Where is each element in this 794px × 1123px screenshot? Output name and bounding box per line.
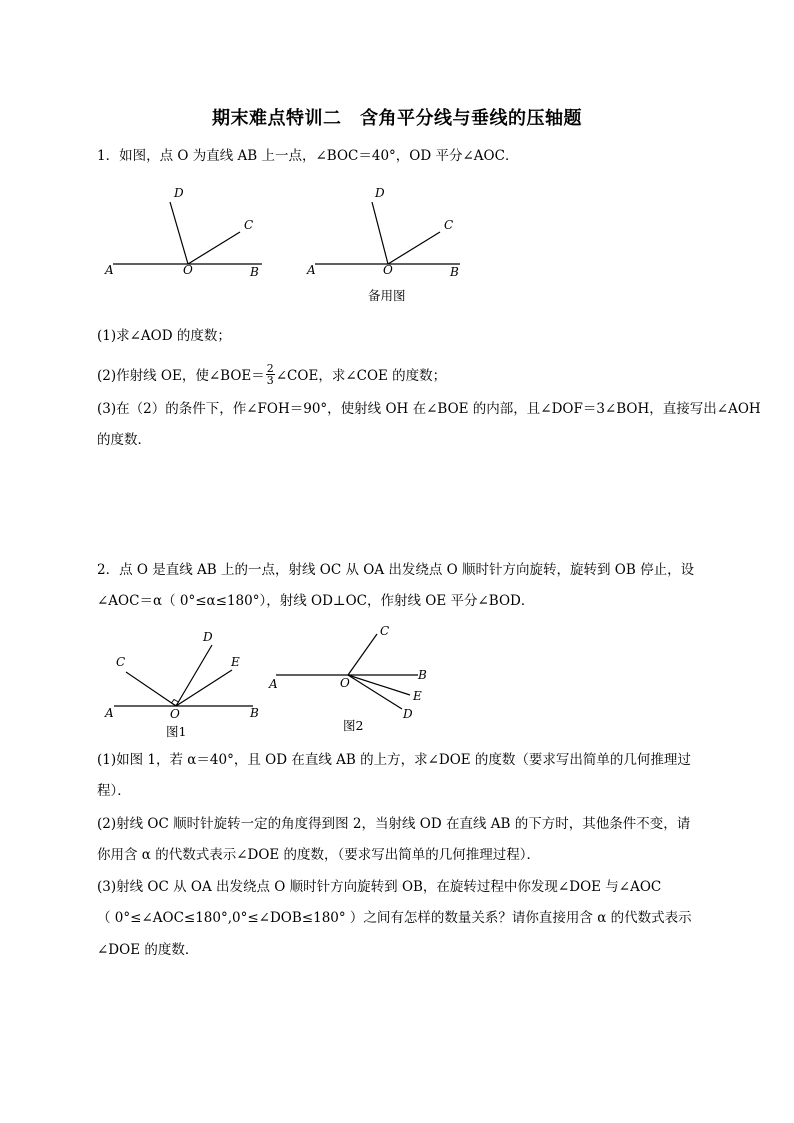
q2f1-ray-oc (126, 672, 176, 706)
q2f1-label-a: A (105, 706, 114, 720)
q2f1-ray-oe (176, 670, 232, 706)
q1-part2-pre: (2)作射线 OE，使∠BOE＝ (97, 367, 265, 384)
q2-stem-line1: 2．点 O 是直线 AB 上的一点，射线 OC 从 OA 出发绕点 O 顺时针方向旋转，旋转到 OB 停止，设 (97, 562, 695, 578)
q2-part2-line2: 你用含 α 的代数式表示∠DOE 的度数，（要求写出简单的几何推理过程）． (97, 847, 541, 863)
q1b-label-b: B (450, 265, 459, 279)
q2f2-label-a: A (269, 677, 278, 691)
q2f2-label-b: B (418, 668, 427, 682)
q2f1-ray-od (176, 645, 212, 706)
q2f2-ray-oc (348, 634, 377, 675)
q2f1-label-e: E (231, 655, 240, 669)
q1-ray-od (170, 202, 188, 264)
q1-label-b: B (250, 265, 259, 279)
q1-ray-oc (188, 232, 240, 264)
q2-part1-line2: 程）． (97, 783, 131, 799)
q1b-label-d: D (375, 186, 385, 200)
q1-fraction-denominator: 3 (266, 374, 274, 387)
q1-part2 (97, 364, 446, 387)
q2-caption-fig2: 图2 (343, 718, 364, 733)
q2f2-ray-oe (348, 675, 410, 695)
q1-part3-line2: 的度数． (97, 432, 151, 448)
q2f2-label-d: D (403, 707, 413, 721)
q2-part1-line1: (1)如图 1，若 α＝40°，且 OD 在直线 AB 的上方，求∠DOE 的度数（要求写出简单的几何推理过 (97, 752, 691, 768)
q1-label-c: C (244, 218, 254, 232)
q2-part3-line1: (3)射线 OC 从 OA 出发绕点 O 顺时针方向旋转到 OB，在旋转过程中你发现∠DOE 与∠AOC (97, 879, 662, 895)
q1-caption-backup: 备用图 (368, 288, 406, 303)
q1-label-o: O (183, 263, 193, 277)
q2f2-label-o: O (340, 676, 350, 690)
q1-label-a: A (105, 263, 114, 277)
q1b-label-o: O (383, 263, 393, 277)
q1-part2-fraction (266, 363, 275, 386)
q1-part3-line1: (3)在（2）的条件下，作∠FOH＝90°，使射线 OH 在∠BOE 的内部，且∠DOF＝3∠BOH，直接写出∠AOH (97, 401, 761, 417)
q2-part3-line3: ∠DOE 的度数． (97, 942, 199, 958)
q2-part3-line2: （ 0°≤∠AOC≤180°,0°≤∠DOB≤180° ）之间有怎样的数量关系？请你直接用含 α 的代数式表示 (97, 910, 692, 926)
q1-label-d: D (174, 186, 184, 200)
q2-caption-fig1: 图1 (166, 724, 187, 739)
q2f2-ray-od (348, 675, 402, 709)
q2f2-label-e: E (413, 689, 422, 703)
q2-part2-line1: (2)射线 OC 顺时针旋转一定的角度得到图 2，当射线 OD 在直线 AB 的下方时，其他条件不变，请 (97, 816, 691, 832)
q2f1-label-d: D (203, 630, 213, 644)
q2f1-label-b: B (250, 706, 259, 720)
q1b-ray-od (372, 202, 388, 264)
q2f2-label-c: C (380, 624, 390, 638)
q1-part2-post: ∠COE，求∠COE 的度数； (275, 367, 447, 384)
q1b-ray-oc (388, 232, 440, 264)
q1-part1: (1)求∠AOD 的度数； (97, 328, 231, 344)
q1-stem: 1．如图，点 O 为直线 AB 上一点，∠BOC＝40°，OD 平分∠AOC． (97, 148, 519, 164)
q1-fraction-numerator: 2 (266, 362, 274, 375)
q2f1-label-o: O (170, 707, 180, 721)
q2f1-label-c: C (116, 655, 126, 669)
page-title: 期末难点特训二 含角平分线与垂线的压轴题 (212, 108, 582, 129)
q2-stem-line2: ∠AOC＝α（ 0°≤α≤180°），射线 OD⊥OC，作射线 OE 平分∠BOD． (97, 593, 535, 609)
q1b-label-c: C (444, 218, 454, 232)
q1b-label-a: A (307, 263, 316, 277)
